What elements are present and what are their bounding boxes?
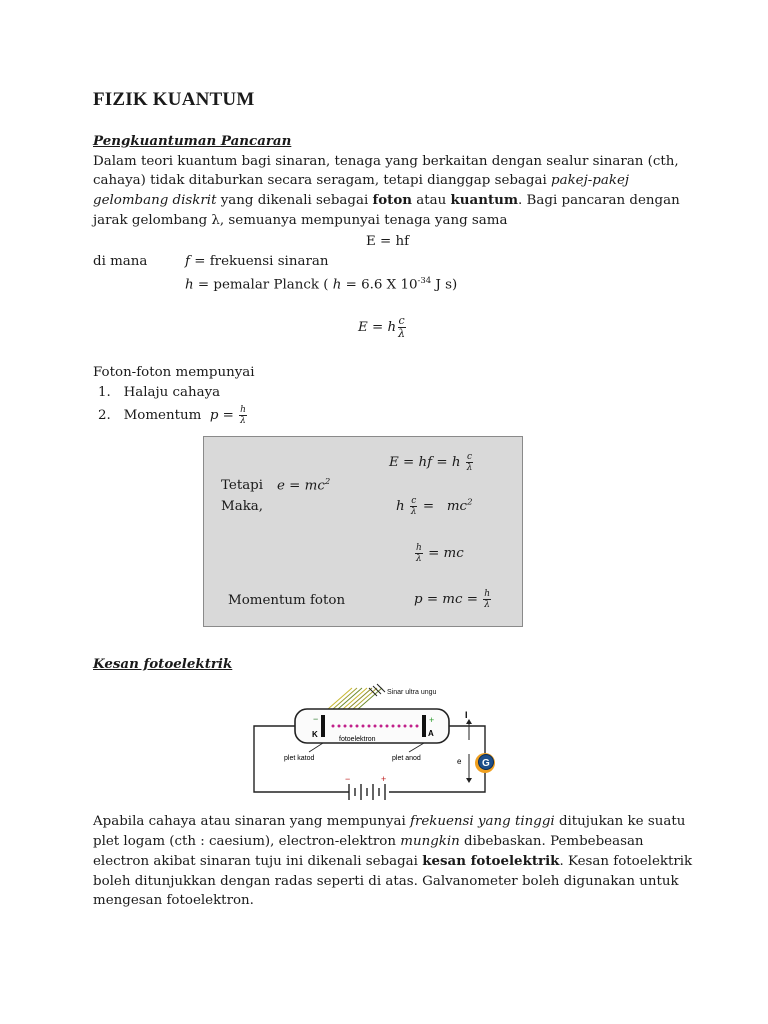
- battery-minus: −: [345, 774, 351, 784]
- planck-exponent: -34: [417, 276, 432, 286]
- paragraph-line-2: [93, 171, 629, 190]
- photoelectron-dots: [332, 725, 419, 728]
- box-equation-h-lambda-mc: $\frac{h}{\lambda}$ = mc: [416, 543, 464, 564]
- electron-label: e: [457, 757, 462, 766]
- battery: [349, 784, 389, 800]
- list-text: Halaju cahaya: [123, 385, 221, 400]
- paragraph-line-4: jarak gelombang λ, semuanya mempunyai tenaga yang sama: [93, 213, 508, 228]
- anode-plate: [422, 715, 426, 737]
- momentum-equation: p =: [209, 408, 234, 423]
- keyword-kuantum: kuantum: [450, 192, 519, 208]
- fraction-c-lambda: $\frac{c}{\lambda}$: [466, 452, 473, 473]
- section-heading-photoelectric: Kesan fotoelektrik: [93, 656, 233, 672]
- tetapi-label: Tetapi: [221, 478, 264, 493]
- current-label: I: [465, 710, 468, 720]
- maka-equation: h $\frac{c}{\lambda}$ = $mc^2$: [396, 496, 473, 517]
- fraction-h-lambda: $\frac{h}{\lambda}$: [416, 543, 422, 564]
- definition-h-text: = pemalar Planck (: [197, 277, 329, 293]
- minus-sign: −: [313, 714, 319, 724]
- fraction-h-lambda: $\frac{h}{\lambda}$: [484, 589, 491, 610]
- paragraph-line-1: Dalam teori kuantum bagi sinaran, tenaga yang berkaitan dengan sealur sinaran (cth,: [93, 154, 679, 169]
- list-text: Momentum: [123, 408, 202, 423]
- paragraph-text: yang dikenali sebagai: [216, 193, 373, 208]
- derivation-box: [203, 436, 523, 627]
- fraction-c-lambda: $\frac{c}{\lambda}$: [398, 314, 406, 340]
- paragraph-emphasis: pakej-pakej: [551, 173, 630, 188]
- paragraph-text: . Bagi pancaran dengan: [518, 193, 680, 208]
- box-equation-top: E = hf = h $\frac{c}{\lambda}$: [389, 452, 473, 473]
- paragraph2-line-5: mengesan fotoelektron.: [93, 893, 254, 908]
- equation-e-hf: E = hf: [366, 234, 410, 249]
- definition-f: f = frekuensi sinaran: [185, 254, 329, 269]
- paragraph2-line-2: plet logam (cth : caesium), electron-elektron mungkin dibebaskan. Pembebeasan: [93, 834, 644, 849]
- photoelectric-apparatus-diagram: [249, 682, 505, 804]
- paragraph-text: cahaya) tidak ditaburkan secara seragam, tetapi dianggap sebagai: [93, 173, 552, 188]
- momentum-foton-label: Momentum foton: [228, 593, 346, 608]
- circuit-wire-right-bottom: [389, 772, 485, 792]
- fraction-c-lambda: $\frac{c}{\lambda}$: [410, 496, 417, 517]
- anode-label: plet anod: [392, 755, 421, 762]
- a-label: A: [428, 729, 434, 738]
- paragraph-text: atau: [412, 193, 451, 208]
- paragraph2-line-1: Apabila cahaya atau sinaran yang mempunyai frekuensi yang tinggi ditujukan ke suatu: [93, 814, 686, 829]
- emphasis-mungkin: mungkin: [400, 834, 460, 849]
- list-item-1: [98, 383, 220, 402]
- list-number: 2.: [98, 408, 111, 423]
- paragraph2-line-3: electron akibat sinaran tuju ini dikenali sebagai kesan fotoelektrik. Kesan fotoelektrik: [93, 853, 693, 869]
- photoelectron-label: fotoelektron: [339, 736, 376, 743]
- definition-f-text: = frekuensi sinaran: [194, 254, 329, 269]
- section-heading-quantization: Pengkuantuman Pancaran: [93, 133, 292, 149]
- anode-pointer: [409, 743, 424, 752]
- paragraph2-line-4: boleh ditunjukkan dengan radas seperti di atas. Galvanometer boleh digunakan untuk: [93, 874, 679, 889]
- momentum-foton-equation: p = mc = $\frac{h}{\lambda}$: [414, 589, 491, 610]
- tetapi-equation: $e = mc^2$: [277, 477, 331, 494]
- planck-value: = 6.6 X 10: [345, 277, 418, 293]
- where-label: di mana: [93, 254, 148, 269]
- page-title: FIZIK KUANTUM: [93, 89, 255, 110]
- cathode-pointer: [309, 743, 323, 752]
- paragraph-line-3: [93, 191, 680, 210]
- uv-label: Sinar ultra ungu: [387, 689, 437, 696]
- list-item-2: [98, 405, 248, 426]
- fraction-h-lambda: $\frac{h}{\lambda}$: [240, 405, 246, 426]
- equation-e-hc-lambda: [358, 315, 407, 340]
- emphasis-high-frequency: frekuensi yang tinggi: [409, 814, 555, 829]
- planck-unit: J s): [431, 277, 458, 293]
- cathode-plate: [321, 715, 325, 737]
- equation-lhs: E = h: [358, 320, 397, 335]
- keyword-foton: foton: [372, 192, 413, 208]
- keyword-kesan-fotoelektrik: kesan fotoelektrik: [422, 853, 560, 869]
- battery-plus: +: [381, 774, 387, 784]
- k-label: K: [312, 730, 318, 739]
- cathode-label: plet katod: [284, 755, 315, 762]
- electron-arrowhead: [466, 778, 472, 783]
- list-number: 1.: [98, 385, 111, 400]
- photons-intro: Foton-foton mempunyai: [93, 365, 255, 380]
- circuit-wire-right-top: [449, 726, 485, 754]
- galvanometer-label: G: [482, 758, 490, 769]
- definition-h: h = pemalar Planck ( h = 6.6 X $10^{-34}$ J s): [185, 276, 458, 293]
- maka-label: Maka,: [221, 499, 264, 514]
- paragraph-emphasis: gelombang diskrit: [93, 193, 217, 208]
- plus-sign: +: [429, 715, 435, 725]
